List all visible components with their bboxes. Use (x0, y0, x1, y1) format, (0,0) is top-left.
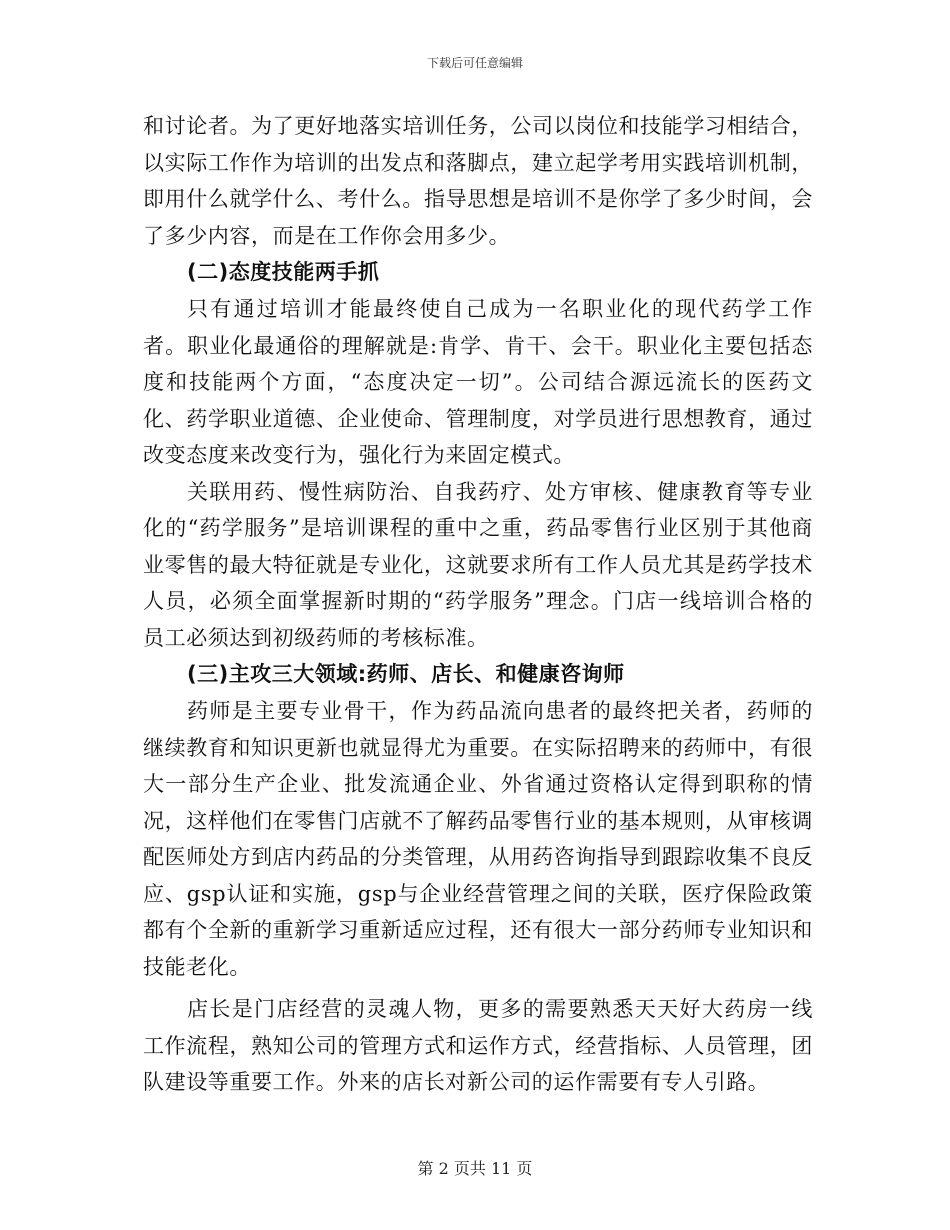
paragraph-1: 和讨论者。为了更好地落实培训任务，公司以岗位和技能学习相结合，以实际工作作为培训的出发点和落脚点，建立起学考用实践培训机制，即用什么就学什么、考什么。指导思想是培训不是你学了多少时间，会了多少内容，而是在工作你会用多少。 (143, 114, 813, 248)
section-heading-3: (三)主攻三大领域:药师、店长、和健康咨询师 (187, 662, 625, 686)
paragraph-5: 店长是门店经营的灵魂人物，更多的需要熟悉天天好大药房一线工作流程，熟知公司的管理方式和运作方式，经营指标、人员管理，团队建设等重要工作。外来的店长对新公司的运作需要有专人引路。 (143, 997, 813, 1094)
document-body (143, 108, 813, 1101)
paragraph-2: 只有通过培训才能最终使自己成为一名职业化的现代药学工作者。职业化最通俗的理解就是:肯学、肯干、会干。职业化主要包括态度和技能两个方面，“态度决定一切”。公司结合源远流长的医药文化、药学职业道德、企业使命、管理制度，对学员进行思想教育，通过改变态度来改变行为，强化行为来固定模式。 (143, 297, 813, 467)
paragraph-4: 药师是主要专业骨干，作为药品流向患者的最终把关者，药师的继续教育和知识更新也就显得尤为重要。在实际招聘来的药师中，有很大一部分生产企业、批发流通企业、外省通过资格认定得到职称的情况，这样他们在零售门店就不了解药品零售行业的基本规则，从审核调配医师处方到店内药品的分类管理，从用药咨询指导到跟踪收集不良反应、gsp认证和实施，gsp与企业经营管理之间的关联，医疗保险政策都有个全新的重新学习重新适应过程，还有很大一部分药师专业知识和技能老化。 (143, 699, 813, 979)
section-heading-2: (二)态度技能两手抓 (187, 260, 380, 284)
page-header: 下载后可任意编辑 (426, 56, 523, 70)
page-number-footer: 第 2 页共 11 页 (417, 1159, 533, 1178)
paragraph-3: 关联用药、慢性病防治、自我药疗、处方审核、健康教育等专业化的“药学服务”是培训课程的重中之重，药品零售行业区别于其他商业零售的最大特征就是专业化，这就要求所有工作人员尤其是药学技术人员，必须全面掌握新时期的“药学服务”理念。门店一线培训合格的员工必须达到初级药师的考核标准。 (143, 479, 813, 650)
